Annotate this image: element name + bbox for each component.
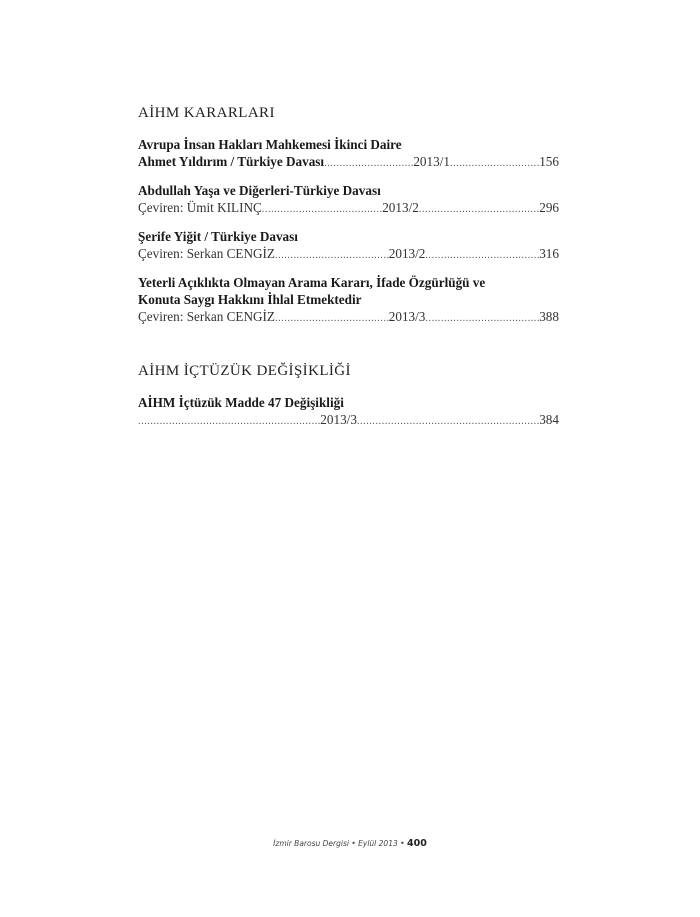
dot-leader [419, 201, 539, 218]
entry-issue: 2013/3 [388, 309, 426, 324]
section-title-aihm-kararlari: AİHM KARARLARI [138, 105, 275, 121]
entry-row [138, 245, 559, 264]
entry-row [138, 411, 559, 430]
entry-lead: Ahmet Yıldırım / Türkiye Davası [138, 154, 325, 169]
dot-leader [425, 247, 539, 264]
entry-issue: 2013/2 [382, 200, 419, 215]
entry-title: Abdullah Yaşa ve Diğerleri-Türkiye Davası [138, 183, 381, 198]
dot-leader [425, 310, 539, 327]
entry-issue: 2013/3 [320, 412, 357, 427]
footer-journal: İzmir Barosu Dergisi [273, 839, 349, 848]
footer-bullet: • [351, 839, 356, 848]
toc-entry[interactable] [138, 394, 559, 430]
dot-leader [275, 310, 389, 327]
dot-leader [262, 201, 382, 218]
entry-title: Şerife Yiğit / Türkiye Davası [138, 229, 298, 244]
entry-row [138, 153, 559, 172]
entry-row [138, 199, 559, 218]
toc-entry[interactable] [138, 274, 559, 327]
toc-entry[interactable] [138, 182, 559, 218]
entry-issue: 2013/1 [413, 154, 450, 169]
page-footer [0, 838, 700, 849]
entry-title: Avrupa İnsan Hakları Mahkemesi İkinci Daire [138, 137, 402, 152]
table-of-contents [138, 103, 559, 440]
dot-leader [450, 155, 539, 172]
page-number: 400 [406, 838, 427, 849]
entry-page: 156 [539, 154, 559, 169]
toc-entry[interactable] [138, 228, 559, 264]
dot-leader [357, 413, 539, 430]
entry-page: 388 [539, 309, 559, 324]
entry-translator: Çeviren: Serkan CENGİZ [138, 246, 275, 261]
footer-bullet: • [400, 839, 405, 848]
footer-issue: Eylül 2013 [358, 839, 398, 848]
entry-page: 316 [539, 246, 559, 261]
dot-leader [138, 413, 320, 430]
section-title-ictuzuk: AİHM İÇTÜZÜK DEĞİŞİKLİĞİ [138, 363, 351, 379]
entry-title: Yeterli Açıklıkta Olmayan Arama Kararı, İfade Özgürlüğü ve [138, 275, 486, 290]
entry-row [138, 308, 559, 327]
toc-entry[interactable] [138, 136, 559, 172]
entry-page: 296 [539, 200, 559, 215]
entry-title: AİHM İçtüzük Madde 47 Değişikliği [138, 395, 344, 410]
entry-title-line-2: Konuta Saygı Hakkını İhlal Etmektedir [138, 292, 362, 307]
dot-leader [324, 155, 413, 172]
entry-page: 384 [539, 412, 559, 427]
entry-translator: Çeviren: Serkan CENGİZ [138, 309, 275, 324]
entry-translator: Çeviren: Ümit KILINÇ [138, 200, 262, 215]
dot-leader [275, 247, 389, 264]
entry-issue: 2013/2 [388, 246, 426, 261]
